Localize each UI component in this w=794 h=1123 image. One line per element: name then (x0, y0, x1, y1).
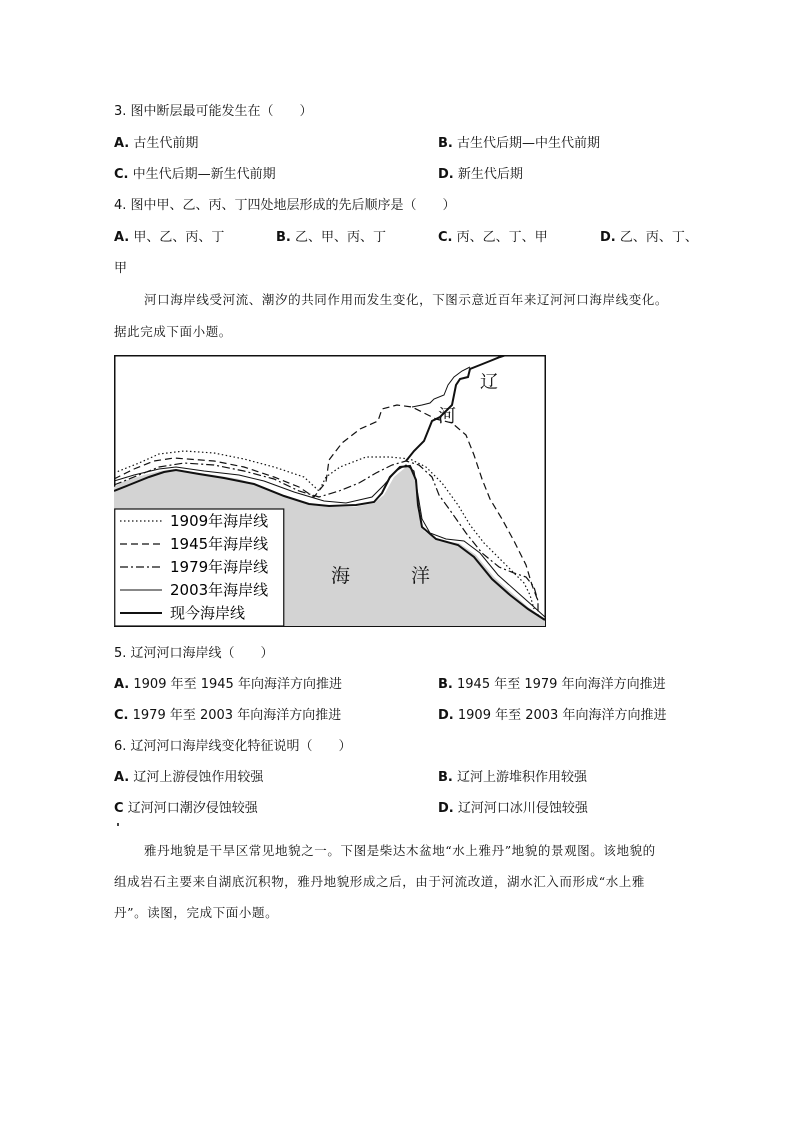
passage1-line1: 河口海岸线受河流、潮汐的共同作用而发生变化，下图示意近百年来辽河河口海岸线变化。 (144, 292, 669, 307)
q3-stem: 3. 图中断层最可能发生在（ ） (114, 104, 313, 119)
q4-option-c[interactable] (438, 229, 548, 247)
passage1-line2: 据此完成下面小题。 (114, 324, 232, 339)
option-text: 1909 年至 2003 年向海洋方向推进 (457, 708, 667, 723)
option-label: A. (114, 677, 130, 692)
passage2-line1: 雅丹地貌是干旱区常见地貌之一。下图是柴达木盆地“水上雅丹”地貌的景观图。该地貌的 (144, 843, 656, 858)
option-label: A. (114, 136, 130, 151)
passage2-line3: 丹”。读图，完成下面小题。 (114, 905, 279, 920)
option-label: C. (438, 230, 453, 245)
option-text: 辽河上游堆积作用较强 (457, 770, 588, 785)
q3-option-a[interactable] (114, 135, 198, 153)
option-label: B. (276, 230, 291, 245)
option-label: C. (114, 167, 129, 182)
river-label-he: 河 (438, 406, 456, 427)
option-text: 乙、甲、丙、丁 (295, 230, 387, 245)
option-text: 1945 年至 1979 年向海洋方向推进 (457, 677, 666, 692)
q6-option-c[interactable] (114, 800, 258, 818)
stray-mark (117, 823, 119, 826)
q4-stem: 4. 图中甲、乙、丙、丁四处地层形成的先后顺序是（ ） (114, 198, 456, 213)
q5-option-d[interactable] (438, 707, 666, 725)
option-text: 乙、丙、丁、 (619, 230, 698, 245)
legend-label-1909: 1909年海岸线 (170, 512, 269, 530)
option-text: 古生代后期—中生代前期 (457, 136, 601, 151)
option-text: 1979 年至 2003 年向海洋方向推进 (132, 708, 342, 723)
option-label: B. (438, 677, 453, 692)
option-text: 辽河河口冰川侵蚀较强 (457, 801, 588, 816)
q6-option-d[interactable] (438, 800, 588, 818)
sea-label-hai: 海 (331, 565, 351, 587)
legend-label-current: 现今海岸线 (170, 604, 246, 622)
option-text: 丙、乙、丁、甲 (456, 230, 548, 245)
q6-option-a[interactable] (114, 769, 263, 787)
q6-option-b[interactable] (438, 769, 587, 787)
legend-label-2003: 2003年海岸线 (170, 581, 269, 599)
option-label: B. (438, 770, 453, 785)
option-text: 中生代后期—新生代前期 (132, 167, 276, 182)
q5-option-b[interactable] (438, 676, 666, 694)
option-text: 新生代后期 (457, 167, 523, 182)
option-text: 古生代前期 (133, 136, 199, 151)
q3-option-b[interactable] (438, 135, 600, 153)
option-text: 辽河河口潮汐侵蚀较强 (127, 801, 258, 816)
option-label: C (114, 801, 124, 816)
passage2-line2: 组成岩石主要来自湖底沉积物，雅丹地貌形成之后，由于河流改道，湖水汇入而形成“水上雅 (114, 874, 645, 889)
q4-option-b[interactable] (276, 229, 386, 247)
q5-stem: 5. 辽河河口海岸线（ ） (114, 646, 274, 661)
option-label: D. (438, 708, 454, 723)
liaohe-estuary-coastline-map (114, 355, 546, 627)
q4-option-d[interactable] (600, 229, 698, 247)
option-text: 甲、乙、丙、丁 (133, 230, 225, 245)
legend-label-1979: 1979年海岸线 (170, 558, 269, 576)
option-label: D. (600, 230, 616, 245)
q6-stem: 6. 辽河河口海岸线变化特征说明（ ） (114, 739, 352, 754)
option-label: A. (114, 230, 130, 245)
legend-label-1945: 1945年海岸线 (170, 535, 269, 553)
option-label: D. (438, 167, 454, 182)
sea-label-yang: 洋 (411, 565, 431, 587)
option-text: 1909 年至 1945 年向海洋方向推进 (133, 677, 342, 692)
q4-option-a[interactable] (114, 229, 224, 247)
option-label: C. (114, 708, 129, 723)
q3-option-d[interactable] (438, 166, 523, 184)
option-label: B. (438, 136, 453, 151)
river-label-liao: 辽 (480, 372, 498, 393)
option-label: D. (438, 801, 454, 816)
option-text: 辽河上游侵蚀作用较强 (133, 770, 264, 785)
q4-option-d-wrap: 甲 (114, 261, 128, 276)
option-label: A. (114, 770, 130, 785)
q3-option-c[interactable] (114, 166, 276, 184)
q5-option-c[interactable] (114, 707, 341, 725)
q5-option-a[interactable] (114, 676, 342, 694)
